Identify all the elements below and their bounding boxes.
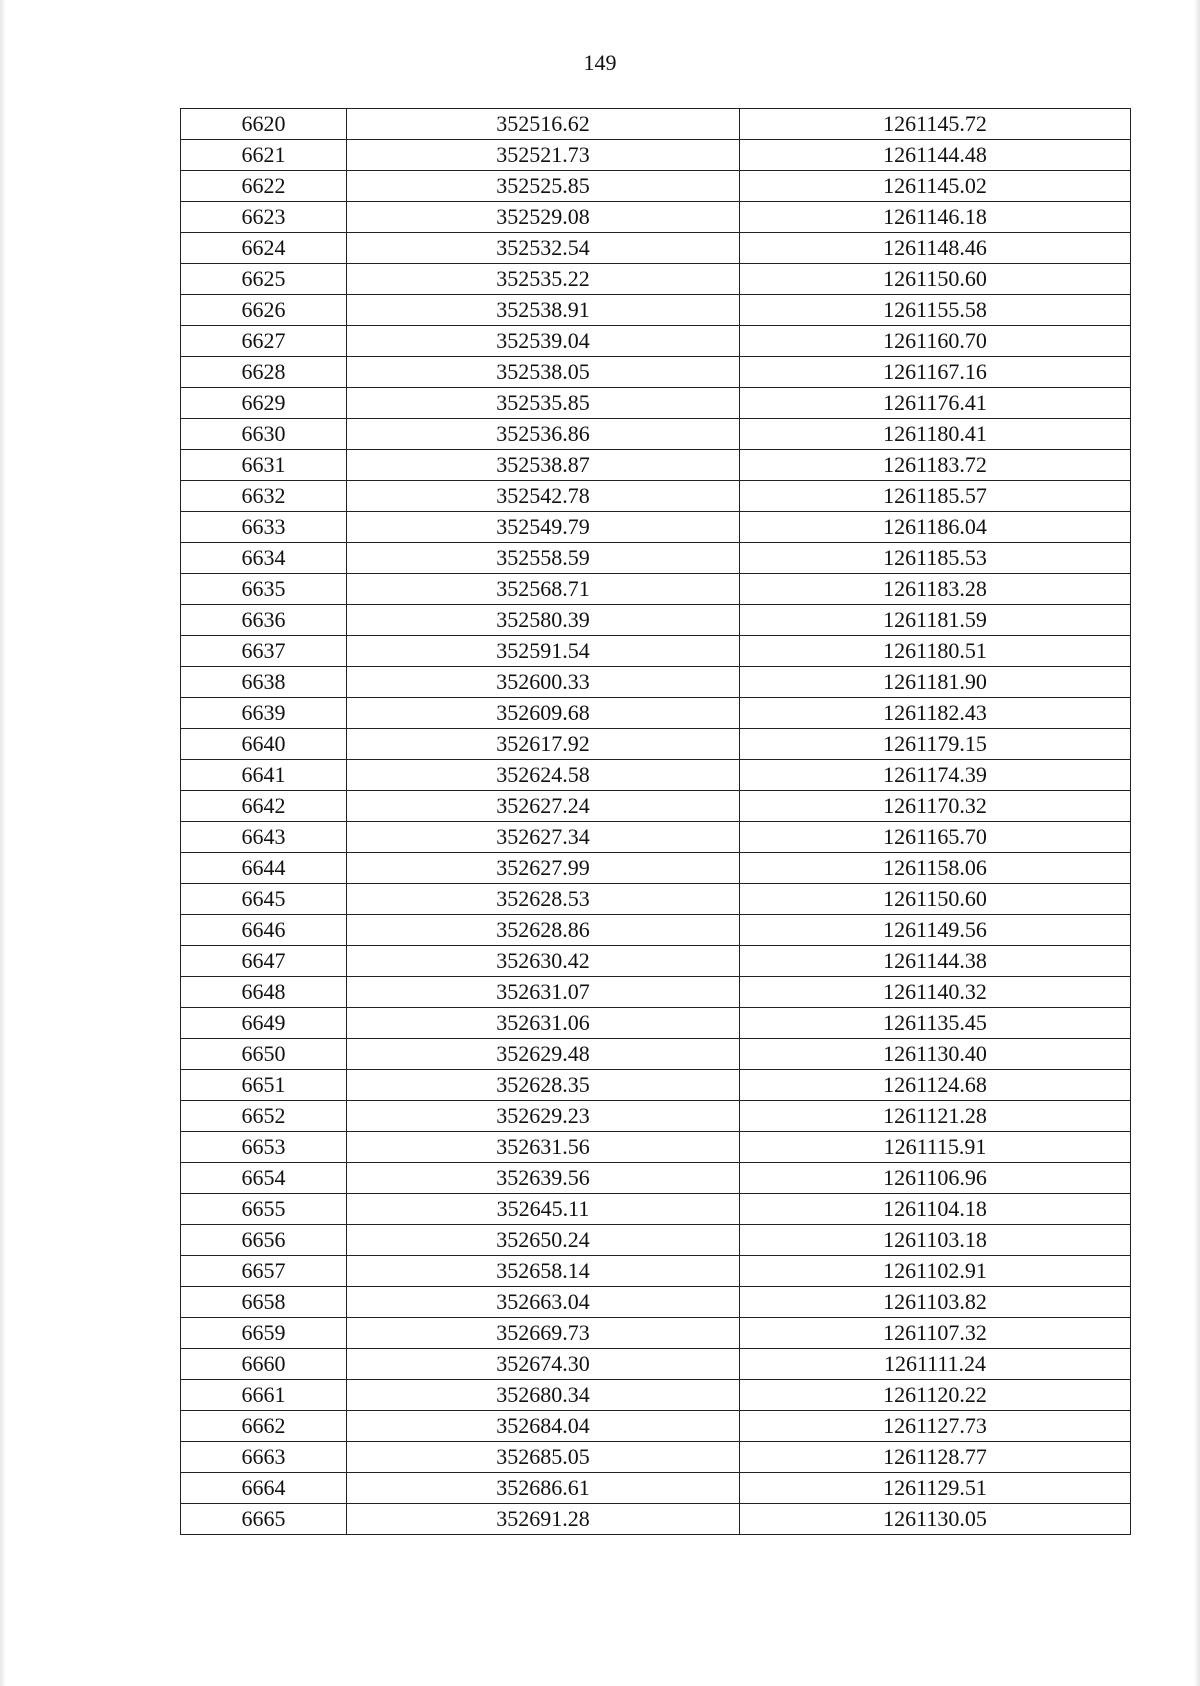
point-number-cell: 6651 <box>181 1070 347 1101</box>
table-row <box>181 1256 1131 1287</box>
x-coordinate-cell: 352591.54 <box>347 636 740 667</box>
table-row <box>181 388 1131 419</box>
y-coordinate-cell: 1261115.91 <box>740 1132 1131 1163</box>
table-row <box>181 698 1131 729</box>
y-coordinate-cell: 1261185.53 <box>740 543 1131 574</box>
point-number-cell: 6652 <box>181 1101 347 1132</box>
point-number-cell: 6656 <box>181 1225 347 1256</box>
point-number-cell: 6632 <box>181 481 347 512</box>
x-coordinate-cell: 352609.68 <box>347 698 740 729</box>
x-coordinate-cell: 352645.11 <box>347 1194 740 1225</box>
x-coordinate-cell: 352628.35 <box>347 1070 740 1101</box>
scan-edge-left <box>0 0 6 1686</box>
point-number-cell: 6661 <box>181 1380 347 1411</box>
point-number-cell: 6637 <box>181 636 347 667</box>
table-row <box>181 1442 1131 1473</box>
x-coordinate-cell: 352629.23 <box>347 1101 740 1132</box>
point-number-cell: 6635 <box>181 574 347 605</box>
y-coordinate-cell: 1261167.16 <box>740 357 1131 388</box>
y-coordinate-cell: 1261158.06 <box>740 853 1131 884</box>
y-coordinate-cell: 1261130.05 <box>740 1504 1131 1535</box>
x-coordinate-cell: 352568.71 <box>347 574 740 605</box>
x-coordinate-cell: 352549.79 <box>347 512 740 543</box>
point-number-cell: 6633 <box>181 512 347 543</box>
y-coordinate-cell: 1261144.48 <box>740 140 1131 171</box>
x-coordinate-cell: 352674.30 <box>347 1349 740 1380</box>
x-coordinate-cell: 352525.85 <box>347 171 740 202</box>
point-number-cell: 6663 <box>181 1442 347 1473</box>
point-number-cell: 6644 <box>181 853 347 884</box>
table-row <box>181 1039 1131 1070</box>
table-row <box>181 1132 1131 1163</box>
x-coordinate-cell: 352691.28 <box>347 1504 740 1535</box>
point-number-cell: 6662 <box>181 1411 347 1442</box>
table-row <box>181 543 1131 574</box>
table-row <box>181 419 1131 450</box>
y-coordinate-cell: 1261182.43 <box>740 698 1131 729</box>
table-row <box>181 140 1131 171</box>
table-row <box>181 667 1131 698</box>
y-coordinate-cell: 1261121.28 <box>740 1101 1131 1132</box>
y-coordinate-cell: 1261155.58 <box>740 295 1131 326</box>
table-row <box>181 512 1131 543</box>
y-coordinate-cell: 1261149.56 <box>740 915 1131 946</box>
y-coordinate-cell: 1261181.90 <box>740 667 1131 698</box>
table-row <box>181 884 1131 915</box>
point-number-cell: 6620 <box>181 109 347 140</box>
table-row <box>181 574 1131 605</box>
y-coordinate-cell: 1261179.15 <box>740 729 1131 760</box>
y-coordinate-cell: 1261145.02 <box>740 171 1131 202</box>
point-number-cell: 6646 <box>181 915 347 946</box>
y-coordinate-cell: 1261127.73 <box>740 1411 1131 1442</box>
x-coordinate-cell: 352631.56 <box>347 1132 740 1163</box>
table-row <box>181 1411 1131 1442</box>
x-coordinate-cell: 352684.04 <box>347 1411 740 1442</box>
y-coordinate-cell: 1261181.59 <box>740 605 1131 636</box>
table-row <box>181 171 1131 202</box>
table-row <box>181 233 1131 264</box>
coordinates-table <box>180 108 1131 1535</box>
x-coordinate-cell: 352542.78 <box>347 481 740 512</box>
point-number-cell: 6629 <box>181 388 347 419</box>
table-row <box>181 853 1131 884</box>
x-coordinate-cell: 352663.04 <box>347 1287 740 1318</box>
point-number-cell: 6645 <box>181 884 347 915</box>
x-coordinate-cell: 352631.06 <box>347 1008 740 1039</box>
point-number-cell: 6628 <box>181 357 347 388</box>
y-coordinate-cell: 1261183.28 <box>740 574 1131 605</box>
table-row <box>181 760 1131 791</box>
table-row <box>181 1101 1131 1132</box>
scan-edge-right <box>1194 0 1200 1686</box>
y-coordinate-cell: 1261180.51 <box>740 636 1131 667</box>
table-row <box>181 1318 1131 1349</box>
y-coordinate-cell: 1261144.38 <box>740 946 1131 977</box>
point-number-cell: 6655 <box>181 1194 347 1225</box>
y-coordinate-cell: 1261148.46 <box>740 233 1131 264</box>
y-coordinate-cell: 1261129.51 <box>740 1473 1131 1504</box>
table-row <box>181 1504 1131 1535</box>
y-coordinate-cell: 1261104.18 <box>740 1194 1131 1225</box>
point-number-cell: 6657 <box>181 1256 347 1287</box>
point-number-cell: 6626 <box>181 295 347 326</box>
x-coordinate-cell: 352535.22 <box>347 264 740 295</box>
x-coordinate-cell: 352630.42 <box>347 946 740 977</box>
x-coordinate-cell: 352580.39 <box>347 605 740 636</box>
x-coordinate-cell: 352639.56 <box>347 1163 740 1194</box>
point-number-cell: 6640 <box>181 729 347 760</box>
x-coordinate-cell: 352558.59 <box>347 543 740 574</box>
x-coordinate-cell: 352650.24 <box>347 1225 740 1256</box>
y-coordinate-cell: 1261180.41 <box>740 419 1131 450</box>
point-number-cell: 6624 <box>181 233 347 264</box>
x-coordinate-cell: 352624.58 <box>347 760 740 791</box>
point-number-cell: 6630 <box>181 419 347 450</box>
y-coordinate-cell: 1261103.18 <box>740 1225 1131 1256</box>
y-coordinate-cell: 1261186.04 <box>740 512 1131 543</box>
x-coordinate-cell: 352629.48 <box>347 1039 740 1070</box>
x-coordinate-cell: 352658.14 <box>347 1256 740 1287</box>
table-row <box>181 109 1131 140</box>
point-number-cell: 6638 <box>181 667 347 698</box>
point-number-cell: 6622 <box>181 171 347 202</box>
y-coordinate-cell: 1261174.39 <box>740 760 1131 791</box>
point-number-cell: 6621 <box>181 140 347 171</box>
table-row <box>181 1008 1131 1039</box>
table-row <box>181 1070 1131 1101</box>
x-coordinate-cell: 352538.87 <box>347 450 740 481</box>
y-coordinate-cell: 1261106.96 <box>740 1163 1131 1194</box>
y-coordinate-cell: 1261183.72 <box>740 450 1131 481</box>
table-row <box>181 946 1131 977</box>
table-row <box>181 605 1131 636</box>
y-coordinate-cell: 1261146.18 <box>740 202 1131 233</box>
table-row <box>181 450 1131 481</box>
y-coordinate-cell: 1261160.70 <box>740 326 1131 357</box>
table-row <box>181 1473 1131 1504</box>
table-row <box>181 326 1131 357</box>
table-row <box>181 1287 1131 1318</box>
table-row <box>181 636 1131 667</box>
point-number-cell: 6660 <box>181 1349 347 1380</box>
y-coordinate-cell: 1261103.82 <box>740 1287 1131 1318</box>
x-coordinate-cell: 352617.92 <box>347 729 740 760</box>
y-coordinate-cell: 1261165.70 <box>740 822 1131 853</box>
x-coordinate-cell: 352538.91 <box>347 295 740 326</box>
x-coordinate-cell: 352535.85 <box>347 388 740 419</box>
table-row <box>181 822 1131 853</box>
point-number-cell: 6665 <box>181 1504 347 1535</box>
x-coordinate-cell: 352628.53 <box>347 884 740 915</box>
table-row <box>181 357 1131 388</box>
point-number-cell: 6653 <box>181 1132 347 1163</box>
point-number-cell: 6634 <box>181 543 347 574</box>
x-coordinate-cell: 352521.73 <box>347 140 740 171</box>
table-row <box>181 915 1131 946</box>
point-number-cell: 6631 <box>181 450 347 481</box>
table-row <box>181 264 1131 295</box>
point-number-cell: 6641 <box>181 760 347 791</box>
point-number-cell: 6639 <box>181 698 347 729</box>
table-row <box>181 977 1131 1008</box>
point-number-cell: 6664 <box>181 1473 347 1504</box>
y-coordinate-cell: 1261135.45 <box>740 1008 1131 1039</box>
x-coordinate-cell: 352532.54 <box>347 233 740 264</box>
point-number-cell: 6647 <box>181 946 347 977</box>
point-number-cell: 6627 <box>181 326 347 357</box>
y-coordinate-cell: 1261107.32 <box>740 1318 1131 1349</box>
point-number-cell: 6658 <box>181 1287 347 1318</box>
x-coordinate-cell: 352631.07 <box>347 977 740 1008</box>
y-coordinate-cell: 1261150.60 <box>740 884 1131 915</box>
point-number-cell: 6649 <box>181 1008 347 1039</box>
y-coordinate-cell: 1261128.77 <box>740 1442 1131 1473</box>
point-number-cell: 6654 <box>181 1163 347 1194</box>
y-coordinate-cell: 1261150.60 <box>740 264 1131 295</box>
point-number-cell: 6648 <box>181 977 347 1008</box>
x-coordinate-cell: 352516.62 <box>347 109 740 140</box>
y-coordinate-cell: 1261124.68 <box>740 1070 1131 1101</box>
point-number-cell: 6642 <box>181 791 347 822</box>
table-row <box>181 1380 1131 1411</box>
x-coordinate-cell: 352680.34 <box>347 1380 740 1411</box>
x-coordinate-cell: 352627.99 <box>347 853 740 884</box>
table-row <box>181 729 1131 760</box>
x-coordinate-cell: 352536.86 <box>347 419 740 450</box>
x-coordinate-cell: 352627.34 <box>347 822 740 853</box>
table-row <box>181 791 1131 822</box>
coordinates-table-body <box>181 109 1131 1535</box>
x-coordinate-cell: 352628.86 <box>347 915 740 946</box>
table-row <box>181 1163 1131 1194</box>
x-coordinate-cell: 352529.08 <box>347 202 740 233</box>
table-row <box>181 295 1131 326</box>
y-coordinate-cell: 1261185.57 <box>740 481 1131 512</box>
y-coordinate-cell: 1261176.41 <box>740 388 1131 419</box>
x-coordinate-cell: 352627.24 <box>347 791 740 822</box>
x-coordinate-cell: 352669.73 <box>347 1318 740 1349</box>
x-coordinate-cell: 352686.61 <box>347 1473 740 1504</box>
y-coordinate-cell: 1261130.40 <box>740 1039 1131 1070</box>
x-coordinate-cell: 352685.05 <box>347 1442 740 1473</box>
table-row <box>181 1194 1131 1225</box>
point-number-cell: 6625 <box>181 264 347 295</box>
y-coordinate-cell: 1261145.72 <box>740 109 1131 140</box>
point-number-cell: 6623 <box>181 202 347 233</box>
table-row <box>181 481 1131 512</box>
y-coordinate-cell: 1261170.32 <box>740 791 1131 822</box>
table-row <box>181 1349 1131 1380</box>
page-number: 149 <box>583 50 617 75</box>
table-row <box>181 202 1131 233</box>
point-number-cell: 6659 <box>181 1318 347 1349</box>
y-coordinate-cell: 1261111.24 <box>740 1349 1131 1380</box>
table-row <box>181 1225 1131 1256</box>
y-coordinate-cell: 1261102.91 <box>740 1256 1131 1287</box>
y-coordinate-cell: 1261140.32 <box>740 977 1131 1008</box>
y-coordinate-cell: 1261120.22 <box>740 1380 1131 1411</box>
point-number-cell: 6636 <box>181 605 347 636</box>
x-coordinate-cell: 352538.05 <box>347 357 740 388</box>
x-coordinate-cell: 352539.04 <box>347 326 740 357</box>
point-number-cell: 6643 <box>181 822 347 853</box>
x-coordinate-cell: 352600.33 <box>347 667 740 698</box>
point-number-cell: 6650 <box>181 1039 347 1070</box>
